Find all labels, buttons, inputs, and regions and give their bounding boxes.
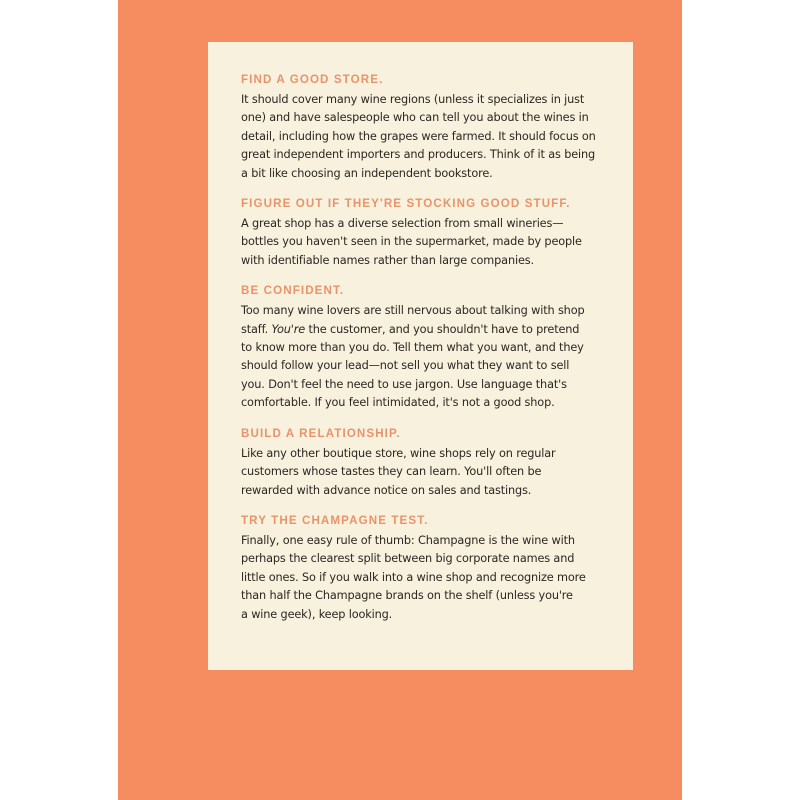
section-heading: FIND A GOOD STORE. xyxy=(241,73,384,86)
body-line: customers whose tastes they can learn. You'll often be xyxy=(241,465,542,479)
body-line: little ones. So if you walk into a wine shop and recognize more xyxy=(241,570,586,584)
body-line: you. Don't feel the need to use jargon. Use language that's xyxy=(241,377,567,391)
body-line: to know more than you do. Tell them what you want, and they xyxy=(241,341,584,355)
body-text-fragment: the customer, and you shouldn't have to pretend xyxy=(305,322,580,336)
body-line: Finally, one easy rule of thumb: Champagne is the wine with xyxy=(241,533,575,547)
section-heading: FIGURE OUT IF THEY'RE STOCKING GOOD STUFF. xyxy=(241,197,571,211)
emphasis-text: You're xyxy=(271,322,306,336)
body-line: than half the Champagne brands on the shelf (unless you're xyxy=(241,589,573,603)
body-line: perhaps the clearest split between big corporate names and xyxy=(241,552,575,566)
section-heading: TRY THE CHAMPAGNE TEST. xyxy=(241,513,429,527)
body-line: Like any other boutique store, wine shops rely on regular xyxy=(241,446,556,460)
body-line: comfortable. If you feel intimidated, it's not a good shop. xyxy=(241,396,555,410)
body-line: one) and have salespeople who can tell you about the wines in xyxy=(241,111,589,125)
body-line: should follow your lead—not sell you what they want to sell xyxy=(241,359,570,373)
section-heading: BUILD A RELATIONSHIP. xyxy=(241,426,401,440)
section-build-a-relationship xyxy=(241,426,605,500)
body-line: bottles you haven't seen in the supermarket, made by people xyxy=(241,235,582,249)
body-line xyxy=(241,321,605,339)
body-line: great independent importers and producers. Think of it as being xyxy=(241,148,596,162)
section-body xyxy=(241,215,605,270)
section-heading: BE CONFIDENT. xyxy=(241,284,345,298)
body-line: rewarded with advance notice on sales and tastings. xyxy=(241,483,532,497)
section-body xyxy=(241,302,605,412)
body-line: with identifiable names rather than large companies. xyxy=(241,253,534,267)
section-body xyxy=(241,91,605,183)
section-be-confident xyxy=(241,283,605,412)
body-line: detail, including how the grapes were farmed. It should focus on xyxy=(241,129,596,143)
book-page xyxy=(118,0,682,800)
body-line: Too many wine lovers are still nervous about talking with shop xyxy=(241,304,585,318)
section-figure-out-stocking xyxy=(241,196,605,270)
body-line: A great shop has a diverse selection from small wineries— xyxy=(241,217,564,231)
section-champagne-test xyxy=(241,513,605,624)
body-line: a wine geek), keep looking. xyxy=(241,607,393,621)
body-line: It should cover many wine regions (unless it specializes in just xyxy=(241,93,585,106)
body-text-fragment: staff. xyxy=(241,322,272,336)
body-line: a bit like choosing an independent bookstore. xyxy=(241,166,493,180)
tips-card xyxy=(208,42,633,670)
section-body xyxy=(241,532,605,624)
section-body xyxy=(241,445,605,500)
section-find-a-good-store xyxy=(241,72,605,183)
